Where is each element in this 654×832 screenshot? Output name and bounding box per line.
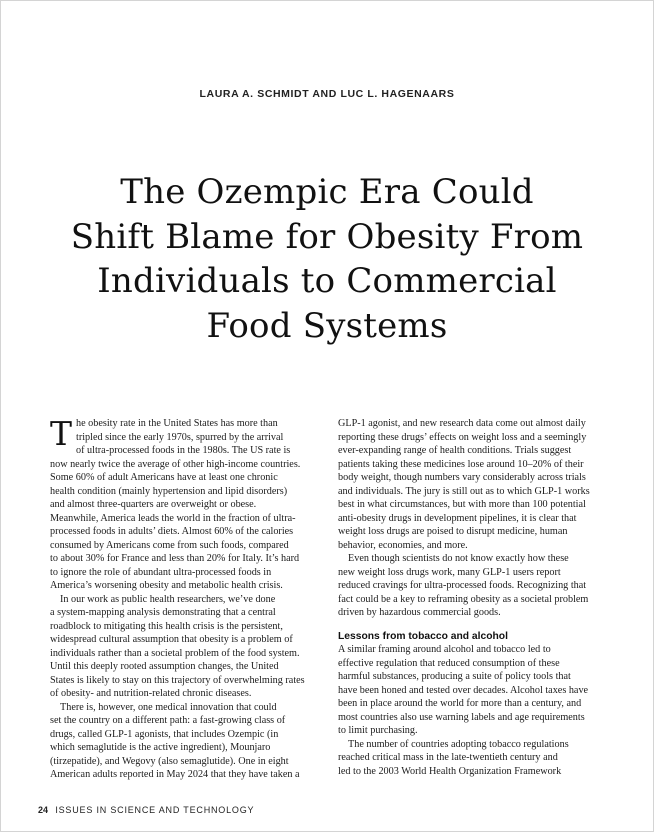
text-line: There is, however, one medical innovation that could [60, 701, 277, 713]
text-line: (tirzepatide), and Wegovy (also semaglutide). One in eight [50, 755, 289, 767]
title-line: Individuals to Commercial [97, 261, 557, 301]
section-subheading: Lessons from tobacco and alcohol [338, 630, 508, 642]
text-line: best in what circumstances, but with more than 100 potential [338, 499, 586, 510]
text-line: American adults reported in May 2024 that they have taken a [50, 769, 300, 780]
text-line: health condition (mainly hypertension and lipid disorders) [50, 485, 288, 497]
article-title [40, 170, 614, 348]
text-line: body weight, though numbers vary considerably across trials [338, 472, 586, 483]
text-line: which semaglutide is the active ingredient), Mounjaro [50, 742, 271, 753]
paragraph [338, 552, 600, 620]
text-line: processed foods in adults’ diets. Almost 60% of the calories [50, 526, 294, 537]
page-footer [38, 805, 254, 815]
text-line: of obesity- and nutrition-related chronic diseases. [50, 688, 252, 699]
text-line: most countries also use warning labels and age requirements [338, 711, 585, 723]
text-line: to ignore the role of abundant ultra-processed foods in [50, 566, 272, 578]
text-line: and almost three-quarters are overweight or obese. [50, 499, 257, 510]
paragraph [338, 738, 600, 779]
text-line: behavior, economies, and more. [338, 539, 468, 551]
text-line: to about 30% for France and less than 20% for Italy. It’s hard [50, 553, 300, 564]
title-line: The Ozempic Era Could [120, 172, 534, 212]
text-line: States is likely to stay on this trajectory of overwhelming rates [50, 674, 305, 686]
text-line: have been honed and tested over decades. Alcohol taxes have [338, 684, 589, 696]
publication-name: ISSUES IN SCIENCE AND TECHNOLOGY [55, 805, 255, 815]
text-line: America’s worsening obesity and metabolic health crisis. [50, 580, 283, 591]
paragraph [338, 417, 600, 552]
paragraph [50, 593, 312, 701]
text-line: led to the 2003 World Health Organization Framework [338, 765, 562, 777]
author-byline: LAURA A. SCHMIDT AND LUC L. HAGENAARS [199, 88, 455, 100]
text-line: A similar framing around alcohol and tobacco led to [338, 644, 551, 655]
text-line: weight loss drugs are poised to disrupt medicine, human [338, 526, 568, 537]
left-column [50, 414, 312, 782]
text-line: fact could be a key to reframing obesity as a societal problem [338, 593, 589, 605]
text-line: GLP-1 agonist, and new research data come out almost daily [338, 418, 586, 429]
paragraph [50, 701, 312, 782]
title-line: Food Systems [206, 305, 448, 346]
text-line: anti-obesity drugs in development pipelines, it is clear that [338, 512, 577, 524]
text-line: Until this deeply rooted assumption changes, the United [50, 661, 279, 672]
text-line: Some 60% of adult Americans have at least one chronic [50, 472, 278, 483]
text-line: Even though scientists do not know exactly how these [348, 553, 569, 564]
drop-cap: T [50, 414, 73, 453]
text-line: widespread cultural assumption that obesity is a problem of [50, 634, 293, 645]
text-line: reduced cravings for ultra-processed foods. Recognizing that [338, 580, 587, 591]
text-line: consumed by Americans come from such foods, compared [50, 539, 289, 551]
text-line: ever-expanding range of health conditions. Trials suggest [338, 445, 572, 456]
text-line: driven by hazardous commercial goods. [338, 607, 501, 618]
text-line: new weight loss drugs work, many GLP-1 users report [338, 566, 561, 578]
text-line: effective regulation that reduced consumption of these [338, 657, 560, 669]
text-line: harmful substances, producing a suite of policy tools that [338, 671, 571, 682]
paragraph [50, 414, 312, 593]
text-line: Meanwhile, America leads the world in the fraction of ultra- [50, 512, 296, 524]
text-line: reporting these drugs’ effects on weight loss and a seemingly [338, 431, 587, 443]
text-line: roadblock to mitigating this health crisis is the persistent, [50, 620, 283, 632]
paragraph [338, 643, 600, 738]
title-line: Shift Blame for Obesity From [70, 216, 584, 257]
text-line: to limit purchasing. [338, 725, 418, 736]
text-line: he obesity rate in the United States has more than [76, 418, 278, 429]
text-line: been in place around the world for more than a century, and [338, 698, 582, 709]
text-line: patients taking these medicines lose around 10–20% of their [338, 458, 584, 470]
text-line: set the country on a different path: a fast-growing class of [50, 715, 286, 726]
text-line: tripled since the early 1970s, spurred by the arrival [76, 431, 284, 443]
text-line: The number of countries adopting tobacco regulations [348, 738, 569, 750]
text-line: individuals rather than a societal problem of the food system. [50, 647, 300, 659]
text-line: a system-mapping analysis demonstrating that a central [50, 607, 276, 618]
text-line: now nearly twice the average of other high-income countries. [50, 458, 301, 470]
text-line: and individuals. The jury is still out as to which GLP-1 works [338, 485, 590, 497]
text-line: of ultra-processed foods in the 1980s. The US rate is [76, 445, 291, 456]
right-column [338, 417, 600, 778]
page-number: 24 [38, 805, 49, 815]
text-line: In our work as public health researchers, we’ve done [60, 593, 276, 605]
text-line: drugs, called GLP-1 agonists, that includes Ozempic (in [50, 728, 279, 740]
text-line: reached critical mass in the late-twentieth century and [338, 752, 558, 763]
